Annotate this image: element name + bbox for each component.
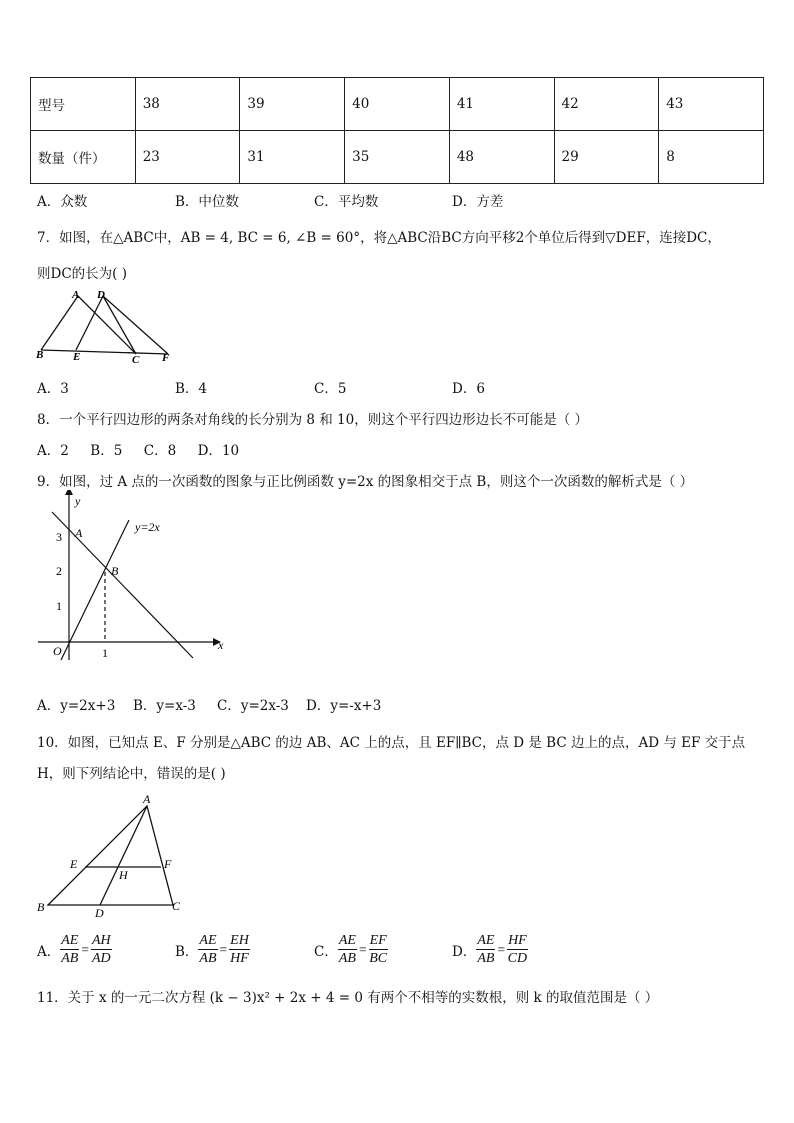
q7-label-e: E xyxy=(73,351,81,363)
q7-label-c: C xyxy=(132,354,140,366)
q10-label-h: H xyxy=(119,868,128,882)
q9-option-d: D．y=-x+3 xyxy=(306,698,382,714)
q9-label-b: B xyxy=(111,564,119,578)
fraction: $\frac{EF}{BC}$ xyxy=(369,933,388,966)
q7-label-f: F xyxy=(162,352,170,364)
q9-origin-label: O xyxy=(53,644,62,658)
q7-option-c: C．5 xyxy=(314,381,347,397)
q6-option-b: B．中位数 xyxy=(175,194,239,210)
q7-label-b: B xyxy=(36,349,44,361)
table-cell: 43 xyxy=(659,78,764,131)
table-cell: 39 xyxy=(240,78,345,131)
table-cell: 型号 xyxy=(31,78,136,131)
q9-question: 9．如图，过 A 点的一次函数的图象与正比例函数 y=2x 的图象相交于点 B，则这个一次函数的解析式是（ ） xyxy=(37,474,694,490)
q9-y-label: y xyxy=(75,494,81,508)
q10-label-b: B xyxy=(37,900,45,914)
q10-triangle-figure xyxy=(33,790,193,920)
table-cell: 23 xyxy=(135,131,240,184)
q10-option-d: D． $\frac{AE}{AB}$ = $\frac{HF}{CD}$ xyxy=(452,933,528,966)
fraction: $\frac{AE}{AB}$ xyxy=(338,933,356,966)
q8-question: 8．一个平行四边形的两条对角线的长分别为 8 和 10，则这个平行四边形边长不可能是（ ） xyxy=(37,412,589,428)
table-cell: 38 xyxy=(135,78,240,131)
q10-option-b: B． $\frac{AE}{AB}$ = $\frac{EH}{HF}$ xyxy=(175,933,249,966)
q9-tick-1: 1 xyxy=(56,599,62,613)
model-quantity-table xyxy=(30,77,764,184)
q9-option-b: B．y=x-3 xyxy=(133,698,196,714)
q10-label-f: F xyxy=(164,857,172,871)
fraction: $\frac{AE}{AB}$ xyxy=(199,933,217,966)
q9-xtick-1: 1 xyxy=(102,646,108,660)
table-cell: 8 xyxy=(659,131,764,184)
q9-tick-3: 3 xyxy=(56,530,62,544)
table-cell: 35 xyxy=(345,131,450,184)
table-row xyxy=(31,131,764,184)
q9-line-y2x xyxy=(61,520,129,660)
q7-label-a: A xyxy=(72,289,80,301)
q9-graph-figure xyxy=(33,490,233,665)
q10-label-e: E xyxy=(70,857,78,871)
q7-question-line1: 7．如图，在△ABC中，AB = 4, BC = 6, ∠B = 60°，将△ABC沿BC方向平移2个单位后得到▽DEF，连接DC， xyxy=(37,230,721,246)
table-cell: 42 xyxy=(554,78,659,131)
q8-options: A．2 B．5 C．8 D．10 xyxy=(37,443,240,459)
q10-question-line2: H，则下列结论中，错误的是( ) xyxy=(37,766,226,782)
q7-option-d: D．6 xyxy=(452,381,485,397)
q10-option-c: C． $\frac{AE}{AB}$ = $\frac{EF}{BC}$ xyxy=(314,933,388,966)
fraction: $\frac{AE}{AB}$ xyxy=(477,933,495,966)
q6-option-c: C．平均数 xyxy=(314,194,379,210)
q9-x-label: x xyxy=(218,638,224,652)
q9-line-label: y=2x xyxy=(135,520,160,534)
q9-label-a: A xyxy=(75,526,83,540)
q7-translation-figure xyxy=(33,286,183,368)
table-cell: 41 xyxy=(449,78,554,131)
q6-option-d: D．方差 xyxy=(452,194,504,210)
table-cell: 40 xyxy=(345,78,450,131)
fraction: $\frac{HF}{CD}$ xyxy=(507,933,528,966)
table-row xyxy=(31,78,764,131)
q9-tick-2: 2 xyxy=(56,564,62,578)
table-cell: 31 xyxy=(240,131,345,184)
q10-label-d: D xyxy=(95,906,104,920)
q11-question: 11．关于 x 的一元二次方程 (k − 3)x² + 2x + 4 = 0 有两个不相等的实数根，则 k 的取值范围是（ ） xyxy=(37,990,659,1006)
table-cell: 数量（件） xyxy=(31,131,136,184)
q9-option-c: C．y=2x-3 xyxy=(217,698,289,714)
table-cell: 29 xyxy=(554,131,659,184)
q7-option-a: A．3 xyxy=(37,381,69,397)
table-cell: 48 xyxy=(449,131,554,184)
q10-question-line1: 10．如图，已知点 E、F 分别是△ABC 的边 AB、AC 上的点，且 EF∥BC，点 D 是 BC 边上的点，AD 与 EF 交于点 xyxy=(37,735,746,751)
q7-option-b: B．4 xyxy=(175,381,208,397)
fraction: $\frac{AH}{AD}$ xyxy=(91,933,111,966)
fraction: $\frac{EH}{HF}$ xyxy=(230,933,249,966)
q6-option-a: A．众数 xyxy=(37,194,88,210)
q10-option-a: A． $\frac{AE}{AB}$ = $\frac{AH}{AD}$ xyxy=(37,933,111,966)
q10-label-a: A xyxy=(143,792,151,806)
q10-label-c: C xyxy=(172,899,181,913)
q7-question-line2: 则DC的长为( ) xyxy=(37,266,127,282)
q9-option-a: A．y=2x+3 xyxy=(37,698,116,714)
fraction: $\frac{AE}{AB}$ xyxy=(61,933,79,966)
q7-label-d: D xyxy=(97,289,105,301)
